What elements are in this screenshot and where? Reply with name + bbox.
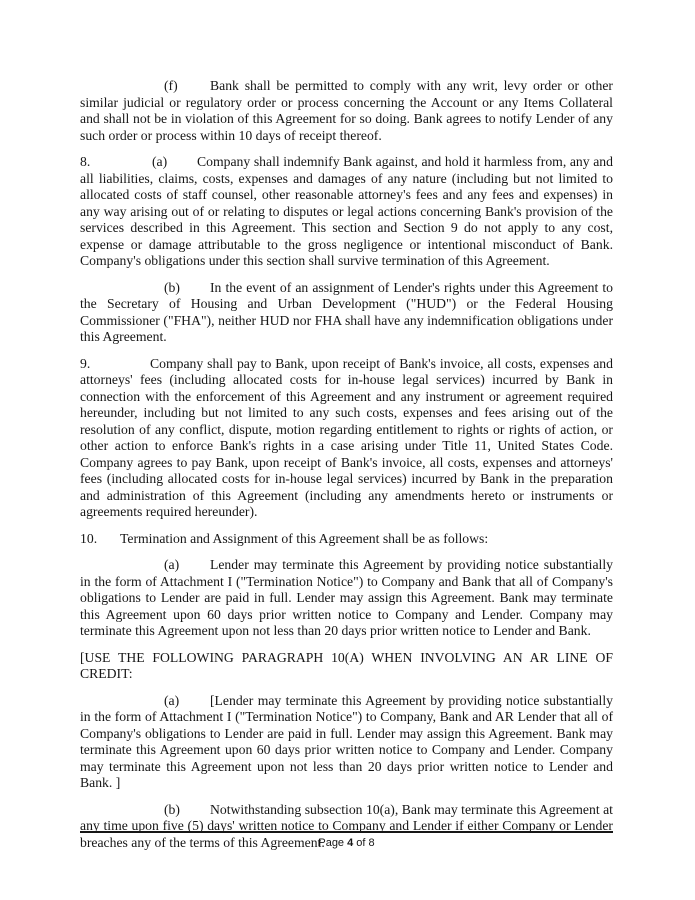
paragraph-text: Company shall pay to Bank, upon receipt of Bank's invoice, all costs, expenses and attorneys' fees (including allocated costs for in-house legal services) incurred by Bank in connection with the enforcement of this Agreement and any instrument or agreement required hereunder, including but not limited to any such costs, expenses and fees arising out of the resolution of any conflict, dispute, motion regarding entitlement to rights or rights of action, or other action to enforce Bank's rights in a case arising under Title 11, United States Code. Company agrees to pay Bank, upon receipt of Bank's invoice, all costs, expenses and attorneys' fees (including allocated costs for in-house legal services) incurred by Bank in the preparation and administration of this Agreement (including any amendments hereto or instruments or agreements required hereunder). xyxy=(80,355,613,519)
paragraph-text: Lender may terminate this Agreement by providing notice substantially in the form of Attachment I ("Termination Notice") to Company and Bank that all of Company's obligations to Lender are paid in full. Lender may assign this Agreement. Bank may terminate this Agreement upon 60 days prior written notice to Company and Lender. Company may terminate this Agreement upon not less than 20 days prior written notice to Lender and Bank. xyxy=(80,557,613,638)
section-number: 10. xyxy=(80,530,98,546)
page-footer-prefix: Page xyxy=(318,837,348,849)
page-footer-suffix: of 8 xyxy=(353,837,375,849)
document-body xyxy=(80,78,613,861)
section-number: 9. xyxy=(80,355,91,371)
paragraph-text: Company shall indemnify Bank against, and hold it harmless from, any and all liabilities, claims, costs, expenses and damages of any nature (including but not limited to allocated costs of staff counsel, other reasonable attorney's fees and any fees and expenses) in any way arising out of or relating to disputes or legal actions concerning Bank's provision of the services described in this Agreement. This section and Section 9 do not apply to any cost, expense or damage attributable to the gross negligence or intentional misconduct of Bank. Company's obligations under this section shall survive termination of this Agreement. xyxy=(80,154,613,268)
paragraph-text: Bank shall be permitted to comply with any writ, levy order or other similar judicial or regulatory order or process concerning the Account or any Items Collateral and shall not be in violation of this Agreement for so doing. Bank agrees to notify Lender of any such order or process within 10 days of receipt thereof. xyxy=(80,78,613,143)
paragraph-10 xyxy=(80,531,613,548)
paragraph-f xyxy=(80,78,613,144)
paragraph-text: Notwithstanding subsection 10(a), Bank may terminate this Agreement at any time upon five (5) days' written notice to Company and Lender if either Company or Lender breaches any of the terms of this Agreement. xyxy=(80,801,613,850)
clause-label: (b) xyxy=(164,279,180,295)
paragraph-text: [USE THE FOLLOWING PARAGRAPH 10(A) WHEN INVOLVING AN AR LINE OF CREDIT: xyxy=(80,649,613,681)
section-number: 8. xyxy=(80,154,91,169)
paragraph-drafting-note xyxy=(80,650,613,683)
paragraph-9 xyxy=(80,356,613,521)
page-number: 4 xyxy=(347,837,354,849)
clause-label: (a) xyxy=(164,692,180,708)
paragraph-text: Termination and Assignment of this Agreement shall be as follows: xyxy=(120,530,489,546)
page-footer xyxy=(80,837,613,849)
clause-label: (f) xyxy=(164,78,178,93)
paragraph-text: In the event of an assignment of Lender's rights under this Agreement to the Secretary of Housing and Urban Development ("HUD") or the Federal Housing Commissioner ("FHA"), neither HUD nor FHA shall have any indemnification obligations under this Agreement. xyxy=(80,279,613,344)
paragraph-8b xyxy=(80,280,613,346)
paragraph-8a xyxy=(80,154,613,270)
paragraph-10a xyxy=(80,557,613,640)
clause-label: (a) xyxy=(152,154,168,169)
footer-divider xyxy=(80,831,613,833)
paragraph-text: [Lender may terminate this Agreement by providing notice substantially in the form of Attachment I ("Termination Notice") to Company, Bank and AR Lender that all of Company's obligations to Lender are paid in full. Lender may assign this Agreement. Bank may terminate this Agreement upon 60 days prior written notice to Company and Lender. Company may terminate this Agreement upon not less than 20 days prior written notice to Lender and Bank. ] xyxy=(80,692,613,790)
paragraph-10a-alternate xyxy=(80,693,613,792)
clause-label: (a) xyxy=(164,557,180,572)
clause-label: (b) xyxy=(164,801,180,817)
